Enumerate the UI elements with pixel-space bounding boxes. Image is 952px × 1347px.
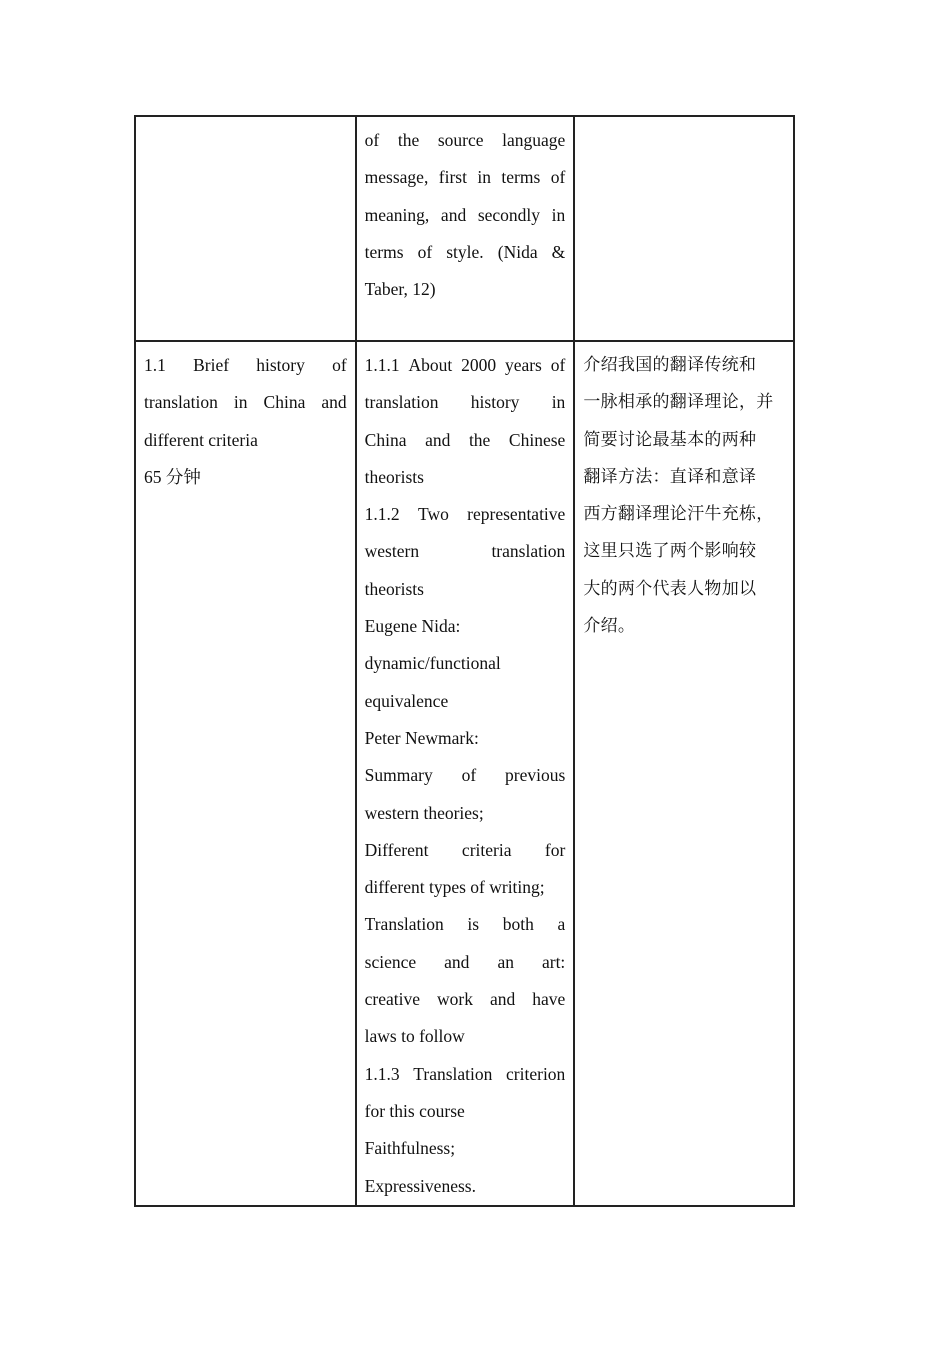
text-line: theorists [364,466,424,487]
lesson-plan-table [134,115,795,1207]
text-line: 大的两个代表人物加以 [583,578,757,599]
word: & [551,241,566,262]
text-line [365,347,566,384]
word: the [468,429,491,450]
table-row [135,341,794,1206]
cell-text [575,342,793,645]
word: translation [364,392,439,413]
word: (Nida [497,241,538,262]
word: the [397,130,420,150]
word: Translation [364,914,444,935]
content-topic-cell [135,341,356,1206]
word: 1.1.2 [364,504,400,525]
text-line: 西方翻译理论汗牛充栋， [583,504,774,525]
word: of [550,355,566,375]
text-line [365,234,566,271]
word: western [364,541,420,562]
text-line: Expressiveness. [364,1175,476,1196]
word: an [497,951,514,972]
cell-text [136,342,355,496]
text-line: Taber, 12) [364,279,436,300]
text-line: 65 分钟 [144,466,201,487]
word: art: [541,951,566,972]
text-line [365,384,566,421]
word: and [444,951,470,972]
word: of [332,355,347,375]
word: China [364,429,407,450]
word: translation [144,392,218,413]
word: of [364,130,380,150]
word: creative [364,989,421,1010]
text-line [365,197,566,234]
word: of [461,765,477,786]
text-line: western theories; [364,802,484,823]
text-line: different criteria [144,429,258,450]
word: work [437,989,473,1010]
text-line [144,384,347,421]
word: and [489,989,516,1010]
text-line: equivalence [364,690,449,711]
word: in [551,204,566,225]
text-line [144,347,347,384]
text-line [365,757,566,794]
text-line: laws to follow [364,1026,465,1047]
text-line: 翻译方法：直译和意译 [583,466,757,487]
text-line: for this course [364,1100,465,1121]
word: and [321,392,347,413]
content-detail-cell [356,341,575,1206]
text-line: 简要讨论最基本的两种 [583,429,757,450]
word: a [557,914,566,935]
word: Two [417,504,449,525]
word: both [502,914,534,935]
text-line: dynamic/functional [364,653,501,674]
text-line: Peter Newmark: [364,727,479,748]
word: first [438,167,467,188]
word: message, [364,167,429,188]
text-line [365,906,566,943]
cell-text [575,117,793,122]
word: 1.1 [144,355,166,375]
word: source [437,130,484,150]
text-line [365,122,566,159]
word: 1.1.1 [364,355,400,375]
word: Translation [413,1063,493,1084]
word: meaning, [364,204,430,225]
word: Different [364,839,429,860]
word: China [263,392,306,413]
word: language [502,130,566,150]
word: criteria [461,839,512,860]
word: is [467,914,480,935]
word: translation [491,541,566,562]
text-line: Faithfulness; [364,1138,456,1159]
text-line: 这里只选了两个影响较 [583,541,757,562]
word: 1.1.3 [364,1063,400,1084]
word: in [551,392,566,413]
word: and [425,429,451,450]
word: have [532,989,566,1010]
cell-text [136,117,355,122]
text-line: Eugene Nida: [364,616,461,637]
text-line: 介绍。 [583,616,636,637]
word: 2000 [461,355,497,375]
content-note-cell [574,116,794,341]
word: Brief [193,355,230,375]
text-line [365,1056,566,1093]
word: for [544,839,566,860]
word: in [477,167,491,188]
word: history [256,355,305,375]
content-detail-cell [356,116,575,341]
word: style. [446,241,484,262]
table-row [135,116,794,341]
text-line [365,496,566,533]
text-line [365,422,566,459]
word: Chinese [508,429,566,450]
word: of [417,241,433,262]
text-line: 介绍我国的翻译传统和 [583,355,757,375]
word: terms [364,241,404,262]
word: About [408,355,453,375]
text-line [365,944,566,981]
word: Summary [364,765,433,786]
word: years [504,355,542,375]
word: previous [505,765,566,786]
word: secondly [477,204,541,225]
word: criterion [506,1063,566,1084]
word: and [440,204,467,225]
text-line [365,981,566,1018]
text-line [365,533,566,570]
word: in [233,392,248,413]
text-line [365,832,566,869]
content-note-cell [574,341,794,1206]
text-line [365,159,566,196]
cell-text [357,117,574,308]
text-line: theorists [364,578,424,599]
word: science [364,951,417,972]
text-line: different types of writing; [364,877,545,898]
word: history [470,392,520,413]
word: representative [467,504,566,525]
content-topic-cell [135,116,356,341]
text-line: 一脉相承的翻译理论，并 [583,392,774,413]
word: terms [501,167,541,188]
cell-text [357,342,574,1205]
word: of [550,167,566,188]
